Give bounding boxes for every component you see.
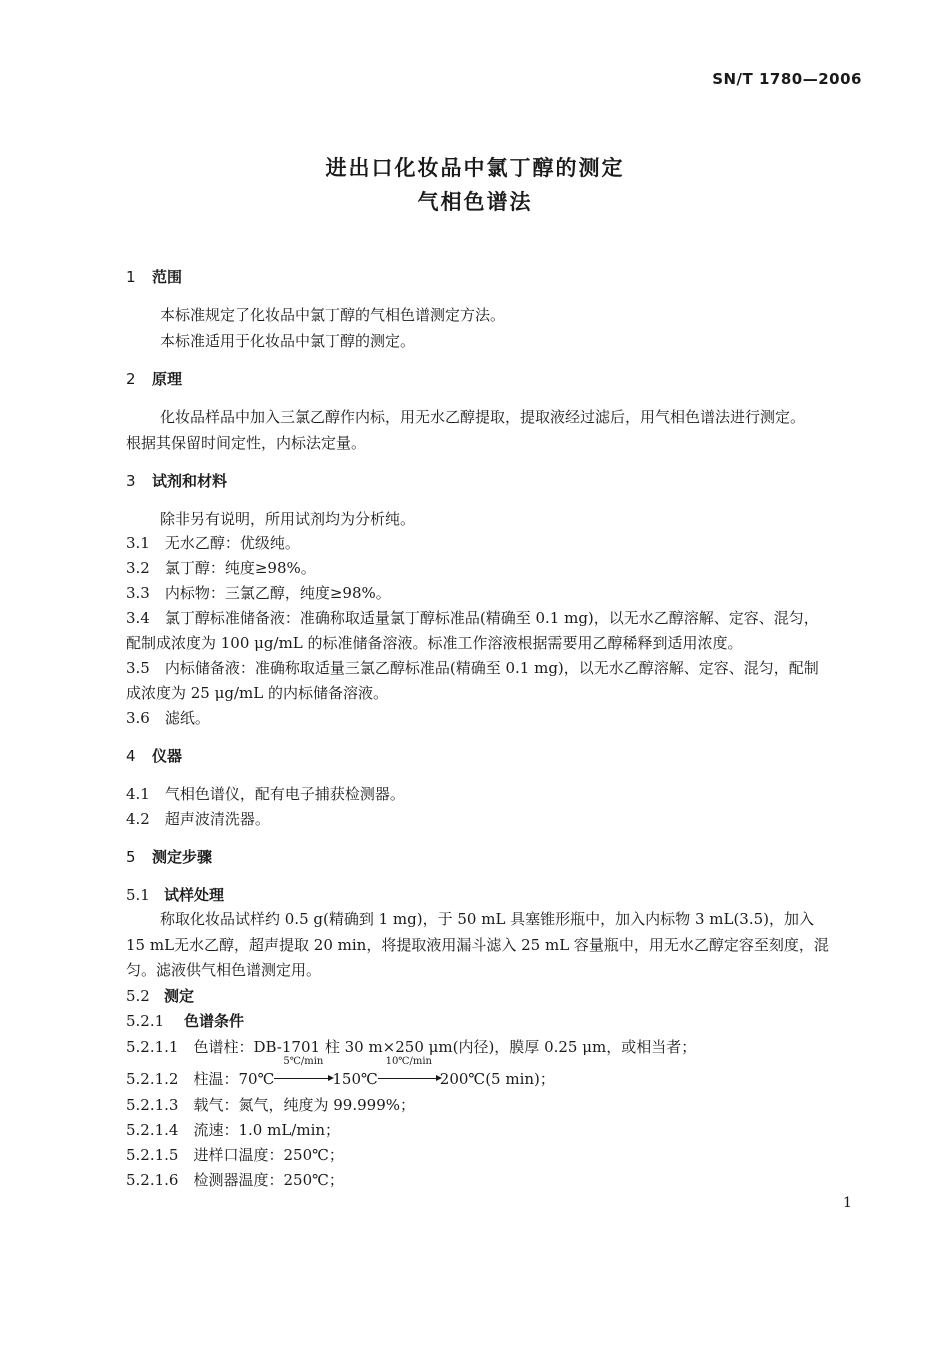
section-3-heading xyxy=(126,470,227,491)
subsection-5-2-1-heading xyxy=(126,1010,244,1031)
list-item: 4.2 超声波清洗器。 xyxy=(126,810,270,828)
condition-text: 200℃(5 min)； xyxy=(439,1070,555,1088)
section-number: 4 xyxy=(126,747,136,765)
section-number: 1 xyxy=(126,268,136,286)
paragraph: 匀。滤液供气相色谱测定用。 xyxy=(126,961,322,979)
list-item: 3.1 无水乙醇：优级纯。 xyxy=(126,534,300,552)
list-item-continued: 成浓度为 25 μg/mL 的内标储备溶液。 xyxy=(126,684,388,702)
standard-code: SN/T 1780—2006 xyxy=(712,70,862,88)
section-number: 2 xyxy=(126,370,136,388)
section-5-heading xyxy=(126,846,212,867)
section-title: 测定步骤 xyxy=(152,848,213,866)
ramp-rate-label: 5℃/min xyxy=(283,1056,324,1067)
paragraph: 根据其保留时间定性，内标法定量。 xyxy=(126,434,367,452)
condition-item: 5.2.1.1 色谱柱：DB-1701 柱 30 m×250 μm(内径)，膜厚 0.25 μm，或相当者； xyxy=(126,1038,697,1056)
condition-text: 5.2.1.2 柱温：70℃ xyxy=(126,1070,275,1088)
page-number: 1 xyxy=(843,1195,852,1211)
section-title: 试剂和材料 xyxy=(152,472,228,490)
document-subtitle: 气相色谱法 xyxy=(417,190,533,214)
section-number: 5 xyxy=(126,848,136,866)
condition-item: 5.2.1.6 检测器温度：250℃； xyxy=(126,1171,344,1189)
condition-item: 5.2.1.4 流速：1.0 mL/min； xyxy=(126,1121,341,1139)
list-item: 3.5 内标储备液：准确称取适量三氯乙醇标准品(精确至 0.1 mg)，以无水乙醇溶解、定容、混匀，配制 xyxy=(126,659,819,677)
section-title: 仪器 xyxy=(152,747,183,765)
condition-item: 5.2.1.5 进样口温度：250℃； xyxy=(126,1146,344,1164)
section-1-heading xyxy=(126,266,182,287)
list-item: 3.2 氯丁醇：纯度≥98%。 xyxy=(126,559,316,577)
subsection-title: 测定 xyxy=(164,987,195,1005)
list-item: 3.3 内标物：三氯乙醇，纯度≥98%。 xyxy=(126,584,391,602)
list-item: 4.1 气相色谱仪，配有电子捕获检测器。 xyxy=(126,785,405,803)
condition-text: 150℃ xyxy=(332,1070,378,1088)
section-2-heading xyxy=(126,368,182,389)
paragraph: 本标准适用于化妆品中氯丁醇的测定。 xyxy=(160,332,416,350)
paragraph: 15 mL无水乙醇，超声提取 20 min，将提取液用漏斗滤入 25 mL 容量瓶中，用无水乙醇定容至刻度，混 xyxy=(126,936,829,954)
paragraph: 本标准规定了化妆品中氯丁醇的气相色谱测定方法。 xyxy=(160,306,506,324)
list-item: 3.6 滤纸。 xyxy=(126,709,210,727)
subsection-title: 色谱条件 xyxy=(184,1012,245,1030)
list-item-continued: 配制成浓度为 100 μg/mL 的标准储备溶液。标准工作溶液根据需要用乙醇稀释到适用浓度。 xyxy=(126,634,743,652)
section-4-heading xyxy=(126,745,182,766)
subsection-title: 试样处理 xyxy=(164,886,225,904)
paragraph: 除非另有说明，所用试剂均为分析纯。 xyxy=(160,510,416,528)
section-number: 3 xyxy=(126,472,136,490)
subsection-5-1-heading xyxy=(126,884,224,905)
ramp-arrow-1 xyxy=(274,1056,332,1088)
paragraph: 化妆品样品中加入三氯乙醇作内标，用无水乙醇提取，提取液经过滤后，用气相色谱法进行测定。 xyxy=(160,408,806,426)
condition-item-temperature-program xyxy=(126,1056,555,1089)
condition-item: 5.2.1.3 载气：氮气，纯度为 99.999%； xyxy=(126,1096,415,1114)
document-title: 进出口化妆品中氯丁醇的测定 xyxy=(325,156,625,180)
paragraph: 称取化妆品试样约 0.5 g(精确到 1 mg)，于 50 mL 具塞锥形瓶中，加入内标物 3 mL(3.5)，加入 xyxy=(160,910,815,928)
section-title: 范围 xyxy=(152,268,183,286)
list-item: 3.4 氯丁醇标准储备液：准确称取适量氯丁醇标准品(精确至 0.1 mg)，以无水乙醇溶解、定容、混匀， xyxy=(126,609,819,627)
arrow-icon xyxy=(274,1078,332,1079)
subsection-5-2-heading xyxy=(126,985,194,1006)
subsection-number: 5.2 xyxy=(126,987,150,1005)
arrow-icon xyxy=(378,1078,440,1079)
ramp-arrow-2 xyxy=(378,1056,440,1088)
subsection-number: 5.1 xyxy=(126,886,150,904)
ramp-rate-label: 10℃/min xyxy=(385,1056,432,1067)
section-title: 原理 xyxy=(152,370,183,388)
subsection-number: 5.2.1 xyxy=(126,1012,165,1030)
